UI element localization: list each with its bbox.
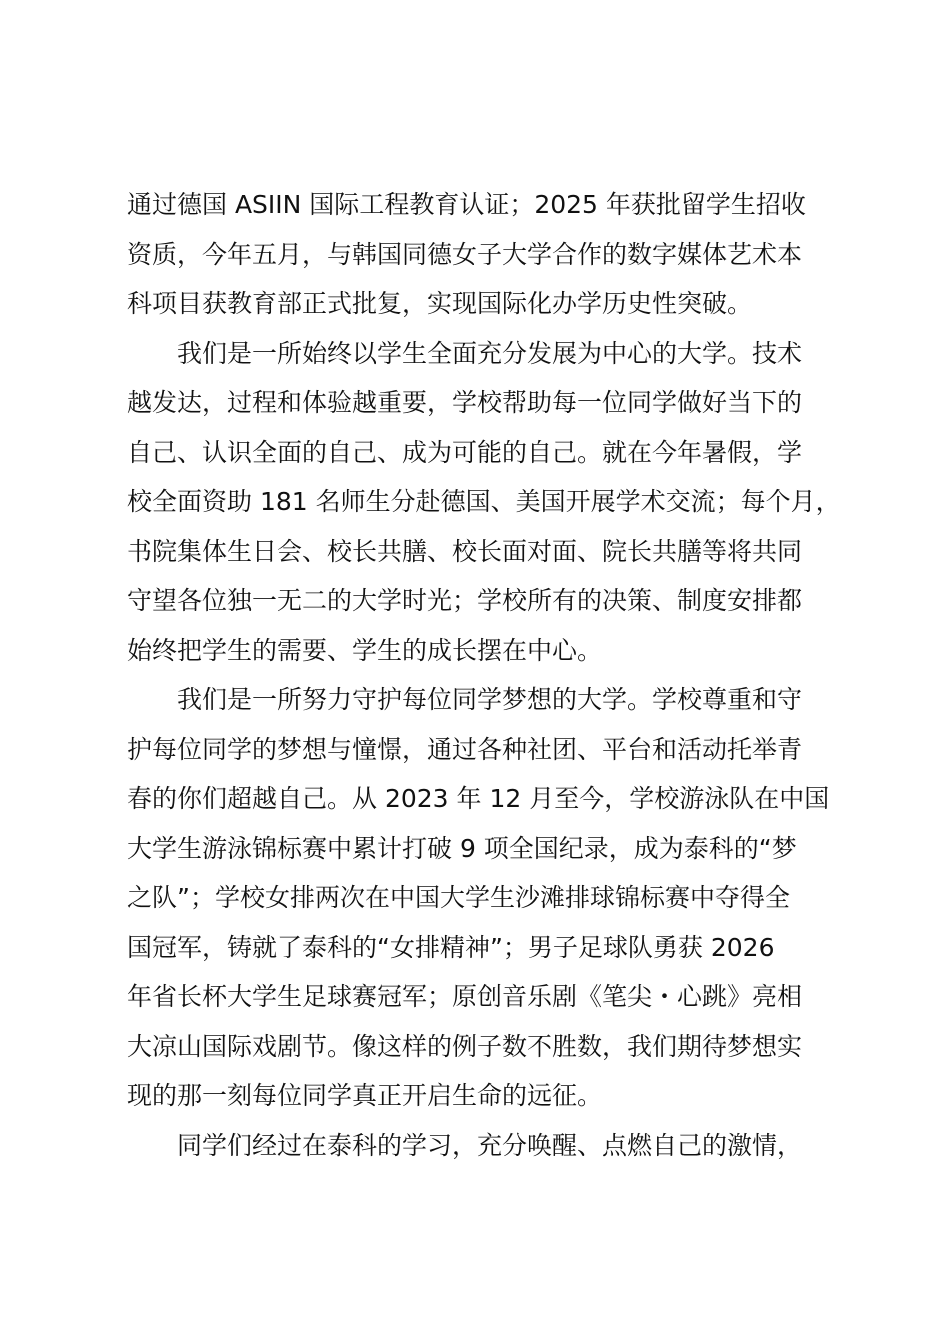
- text-line: 资质，今年五月，与韩国同德女子大学合作的数字媒体艺术本: [127, 239, 803, 269]
- text-line: 我们是一所始终以学生全面充分发展为中心的大学。技术: [177, 338, 803, 368]
- text-line: 同学们经过在泰科的学习，充分唤醒、点燃自己的激情，: [177, 1130, 803, 1160]
- text-line: 国冠军，铸就了泰科的“女排精神”；男子足球队勇获 2026: [127, 932, 775, 962]
- text-line: 越发达，过程和体验越重要，学校帮助每一位同学做好当下的: [127, 388, 803, 417]
- text-line: 校全面资助 181 名师生分赴德国、美国开展学术交流；每个月，: [127, 487, 841, 516]
- text-line: 现的那一刻每位同学真正开启生命的远征。: [127, 1081, 603, 1110]
- text-line: 大凉山国际戏剧节。像这样的例子数不胜数，我们期待梦想实: [127, 1031, 803, 1061]
- text-line: 之队”；学校女排两次在中国大学生沙滩排球锦标赛中夺得全: [127, 883, 790, 912]
- text-line: 护每位同学的梦想与憧憬，通过各种社团、平台和活动托举青: [127, 734, 803, 764]
- text-line: 我们是一所努力守护每位同学梦想的大学。学校尊重和守: [177, 685, 803, 714]
- text-line: 始终把学生的需要、学生的成长摆在中心。: [127, 635, 603, 665]
- text-line: 科项目获教育部正式批复，实现国际化办学历史性突破。: [127, 289, 753, 318]
- body-text: [127, 180, 847, 1170]
- text-line: 大学生游泳锦标赛中累计打破 9 项全国纪录，成为泰科的“梦: [127, 833, 797, 863]
- text-line: 通过德国 ASIIN 国际工程教育认证；2025 年获批留学生招收: [127, 190, 806, 219]
- text-line: 书院集体生日会、校长共膳、校长面对面、院长共膳等将共同: [127, 536, 803, 566]
- text-line: 自己、认识全面的自己、成为可能的自己。就在今年暑假，学: [127, 437, 803, 467]
- text-line: 春的你们超越自己。从 2023 年 12 月至今，学校游泳队在中国: [127, 784, 830, 813]
- text-line: 年省长杯大学生足球赛冠军；原创音乐剧《笔尖・心跳》亮相: [127, 982, 803, 1011]
- text-line: 守望各位独一无二的大学时光；学校所有的决策、制度安排都: [127, 586, 803, 615]
